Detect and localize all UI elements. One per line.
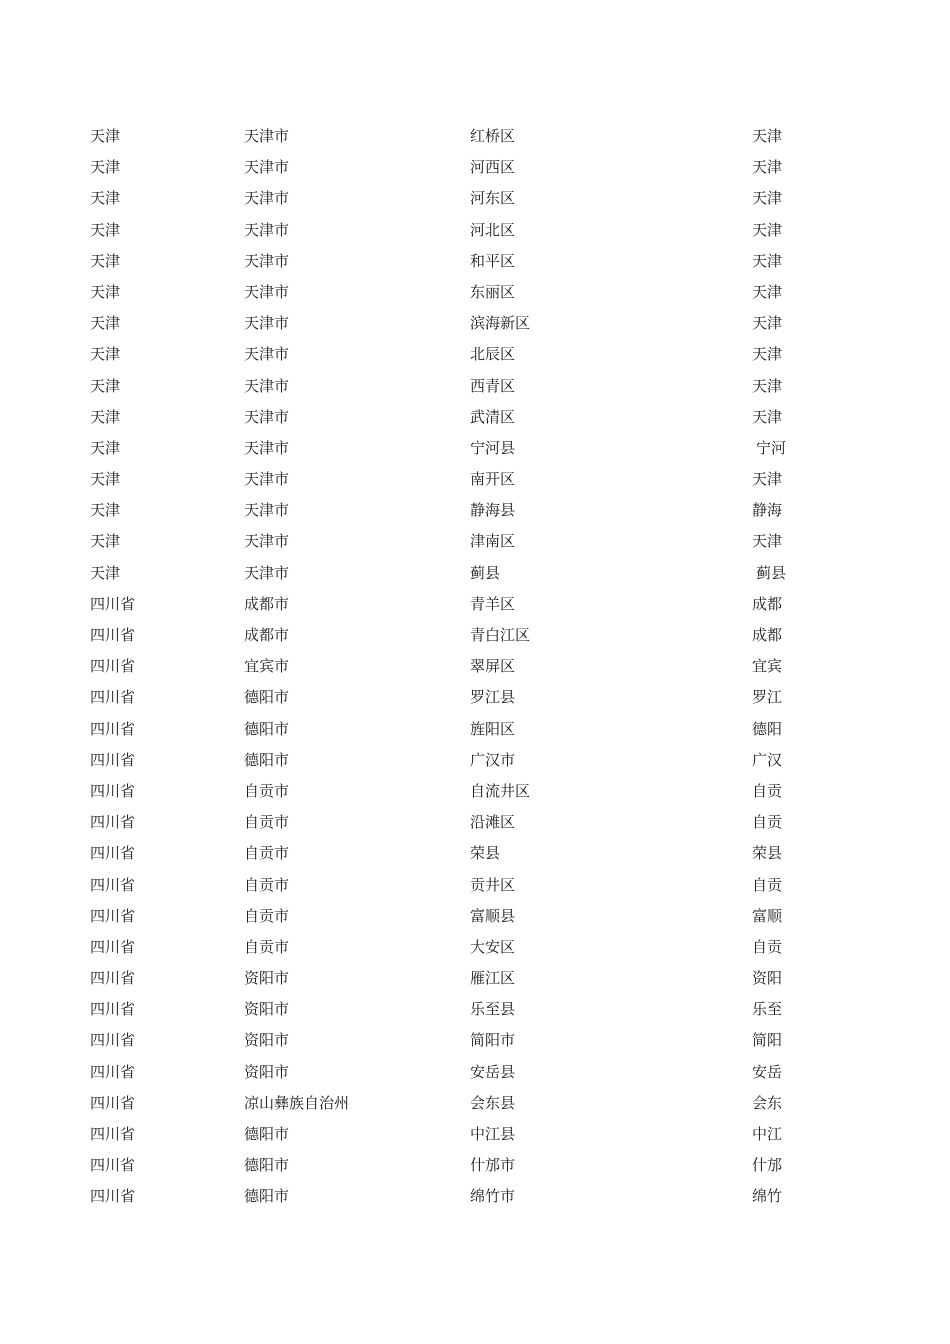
district-cell: 翠屏区 — [470, 657, 516, 676]
short-name-cell: 自贡 — [752, 813, 783, 832]
district-cell: 安岳县 — [470, 1062, 516, 1081]
district-cell: 会东县 — [470, 1093, 516, 1112]
table-row — [0, 246, 950, 277]
table-row — [0, 589, 950, 620]
table-row — [0, 339, 950, 370]
city-cell: 天津市 — [244, 189, 290, 208]
short-name-cell: 天津 — [752, 314, 783, 333]
province-cell: 天津 — [90, 438, 121, 457]
province-cell: 天津 — [90, 251, 121, 270]
short-name-cell: 天津 — [752, 532, 783, 551]
city-cell: 凉山彝族自治州 — [244, 1093, 350, 1112]
short-name-cell: 乐至 — [752, 1000, 783, 1019]
district-cell: 贡井区 — [470, 875, 516, 894]
short-name-cell: 天津 — [752, 220, 783, 239]
province-cell: 天津 — [90, 563, 121, 582]
table-row — [0, 558, 950, 589]
province-cell: 四川省 — [90, 813, 136, 832]
district-cell: 东丽区 — [470, 282, 516, 301]
city-cell: 成都市 — [244, 594, 290, 613]
province-cell: 四川省 — [90, 1062, 136, 1081]
district-cell: 和平区 — [470, 251, 516, 270]
table-row — [0, 215, 950, 246]
district-cell: 青白江区 — [470, 626, 531, 644]
short-name-cell: 天津 — [752, 127, 783, 145]
city-cell: 自贡市 — [244, 937, 290, 956]
city-cell: 天津市 — [244, 563, 290, 582]
province-cell: 四川省 — [90, 688, 136, 707]
province-cell: 天津 — [90, 376, 121, 395]
short-name-cell: 广汉 — [752, 750, 783, 769]
city-cell: 资阳市 — [244, 1031, 290, 1050]
province-cell: 四川省 — [90, 657, 136, 676]
short-name-cell: 静海 — [752, 501, 783, 520]
city-cell: 宜宾市 — [244, 657, 290, 676]
table-row — [0, 963, 950, 994]
table-row — [0, 745, 950, 776]
province-cell: 天津 — [90, 220, 121, 239]
city-cell: 资阳市 — [244, 969, 290, 988]
district-cell: 河东区 — [470, 189, 516, 208]
table-row — [0, 1150, 950, 1181]
district-cell: 津南区 — [470, 532, 516, 551]
table-row — [0, 1057, 950, 1088]
table-row — [0, 1119, 950, 1150]
province-cell: 天津 — [90, 345, 121, 364]
short-name-cell: 简阳 — [752, 1031, 783, 1050]
short-name-cell: 资阳 — [752, 969, 783, 988]
province-cell: 天津 — [90, 470, 121, 489]
table-row — [0, 183, 950, 214]
city-cell: 自贡市 — [244, 813, 290, 832]
district-cell: 武清区 — [470, 407, 516, 426]
table-row — [0, 651, 950, 682]
short-name-cell: 绵竹 — [752, 1187, 783, 1206]
table-row — [0, 901, 950, 932]
table-row — [0, 526, 950, 557]
district-cell: 什邡市 — [470, 1156, 516, 1175]
short-name-cell: 天津 — [752, 282, 783, 301]
short-name-cell: 罗江 — [752, 688, 783, 707]
short-name-cell: 天津 — [752, 470, 783, 489]
table-row — [0, 433, 950, 464]
table-row — [0, 402, 950, 433]
table-row — [0, 776, 950, 807]
district-cell: 简阳市 — [470, 1031, 516, 1050]
district-cell: 红桥区 — [470, 127, 516, 145]
province-cell: 天津 — [90, 501, 121, 520]
province-cell: 四川省 — [90, 719, 136, 738]
province-cell: 四川省 — [90, 626, 136, 644]
table-row — [0, 152, 950, 183]
short-name-cell: 宜宾 — [752, 657, 783, 676]
city-cell: 德阳市 — [244, 1156, 290, 1175]
short-name-cell: 会东 — [752, 1093, 783, 1112]
short-name-cell: 安岳 — [752, 1062, 783, 1081]
district-cell: 雁江区 — [470, 969, 516, 988]
province-cell: 四川省 — [90, 1000, 136, 1019]
province-cell: 天津 — [90, 127, 121, 145]
short-name-cell: 自贡 — [752, 875, 783, 894]
table-row — [0, 932, 950, 963]
short-name-cell: 荣县 — [752, 844, 783, 863]
city-cell: 德阳市 — [244, 1187, 290, 1206]
province-cell: 四川省 — [90, 781, 136, 800]
table-row — [0, 121, 950, 152]
city-cell: 天津市 — [244, 220, 290, 239]
city-cell: 天津市 — [244, 282, 290, 301]
city-cell: 天津市 — [244, 501, 290, 520]
city-cell: 天津市 — [244, 127, 290, 145]
province-cell: 天津 — [90, 532, 121, 551]
district-cell: 旌阳区 — [470, 719, 516, 738]
province-cell: 四川省 — [90, 906, 136, 925]
table-row — [0, 1088, 950, 1119]
city-cell: 天津市 — [244, 251, 290, 270]
short-name-cell: 天津 — [752, 189, 783, 208]
city-cell: 天津市 — [244, 314, 290, 333]
city-cell: 天津市 — [244, 438, 290, 457]
district-cell: 罗江县 — [470, 688, 516, 707]
district-cell: 滨海新区 — [470, 314, 531, 333]
district-cell: 乐至县 — [470, 1000, 516, 1019]
province-cell: 四川省 — [90, 1031, 136, 1050]
table-row — [0, 1025, 950, 1056]
region-table — [0, 121, 950, 1213]
short-name-cell: 天津 — [752, 407, 783, 426]
table-row — [0, 714, 950, 745]
table-row — [0, 870, 950, 901]
short-name-cell: 自贡 — [752, 937, 783, 956]
city-cell: 自贡市 — [244, 906, 290, 925]
district-cell: 青羊区 — [470, 594, 516, 613]
city-cell: 德阳市 — [244, 750, 290, 769]
city-cell: 天津市 — [244, 407, 290, 426]
district-cell: 荣县 — [470, 844, 501, 863]
province-cell: 天津 — [90, 189, 121, 208]
province-cell: 天津 — [90, 407, 121, 426]
province-cell: 四川省 — [90, 750, 136, 769]
table-row — [0, 277, 950, 308]
table-row — [0, 1181, 950, 1212]
city-cell: 德阳市 — [244, 1125, 290, 1143]
short-name-cell: 宁河 — [756, 438, 787, 457]
district-cell: 南开区 — [470, 470, 516, 489]
short-name-cell: 蓟县 — [756, 563, 787, 582]
city-cell: 天津市 — [244, 470, 290, 489]
district-cell: 富顺县 — [470, 906, 516, 925]
district-cell: 静海县 — [470, 501, 516, 520]
city-cell: 资阳市 — [244, 1000, 290, 1019]
province-cell: 天津 — [90, 158, 121, 177]
province-cell: 四川省 — [90, 1156, 136, 1175]
table-row — [0, 495, 950, 526]
province-cell: 四川省 — [90, 875, 136, 894]
city-cell: 资阳市 — [244, 1062, 290, 1081]
table-row — [0, 807, 950, 838]
district-cell: 宁河县 — [470, 438, 516, 457]
district-cell: 西青区 — [470, 376, 516, 395]
city-cell: 成都市 — [244, 626, 290, 644]
city-cell: 德阳市 — [244, 688, 290, 707]
short-name-cell: 天津 — [752, 345, 783, 364]
province-cell: 天津 — [90, 282, 121, 301]
city-cell: 德阳市 — [244, 719, 290, 738]
short-name-cell: 天津 — [752, 251, 783, 270]
city-cell: 天津市 — [244, 532, 290, 551]
short-name-cell: 什邡 — [752, 1156, 783, 1175]
district-cell: 河北区 — [470, 220, 516, 239]
province-cell: 四川省 — [90, 1093, 136, 1112]
district-cell: 广汉市 — [470, 750, 516, 769]
district-cell: 北辰区 — [470, 345, 516, 364]
table-row — [0, 994, 950, 1025]
table-row — [0, 682, 950, 713]
short-name-cell: 成都 — [752, 594, 783, 613]
province-cell: 四川省 — [90, 594, 136, 613]
district-cell: 蓟县 — [470, 563, 501, 582]
table-row — [0, 371, 950, 402]
city-cell: 天津市 — [244, 345, 290, 364]
short-name-cell: 天津 — [752, 376, 783, 395]
province-cell: 四川省 — [90, 1187, 136, 1206]
short-name-cell: 天津 — [752, 158, 783, 177]
province-cell: 四川省 — [90, 844, 136, 863]
city-cell: 自贡市 — [244, 781, 290, 800]
district-cell: 绵竹市 — [470, 1187, 516, 1206]
district-cell: 大安区 — [470, 937, 516, 956]
city-cell: 自贡市 — [244, 844, 290, 863]
district-cell: 沿滩区 — [470, 813, 516, 832]
table-row — [0, 838, 950, 869]
short-name-cell: 自贡 — [752, 781, 783, 800]
district-cell: 自流井区 — [470, 781, 531, 800]
short-name-cell: 德阳 — [752, 719, 783, 738]
district-cell: 中江县 — [470, 1125, 516, 1143]
province-cell: 四川省 — [90, 969, 136, 988]
city-cell: 天津市 — [244, 376, 290, 395]
short-name-cell: 富顺 — [752, 906, 783, 925]
city-cell: 自贡市 — [244, 875, 290, 894]
table-row — [0, 308, 950, 339]
city-cell: 天津市 — [244, 158, 290, 177]
short-name-cell: 中江 — [752, 1125, 783, 1143]
short-name-cell: 成都 — [752, 626, 783, 644]
district-cell: 河西区 — [470, 158, 516, 177]
table-row — [0, 464, 950, 495]
province-cell: 天津 — [90, 314, 121, 333]
province-cell: 四川省 — [90, 1125, 136, 1143]
table-row — [0, 620, 950, 651]
province-cell: 四川省 — [90, 937, 136, 956]
